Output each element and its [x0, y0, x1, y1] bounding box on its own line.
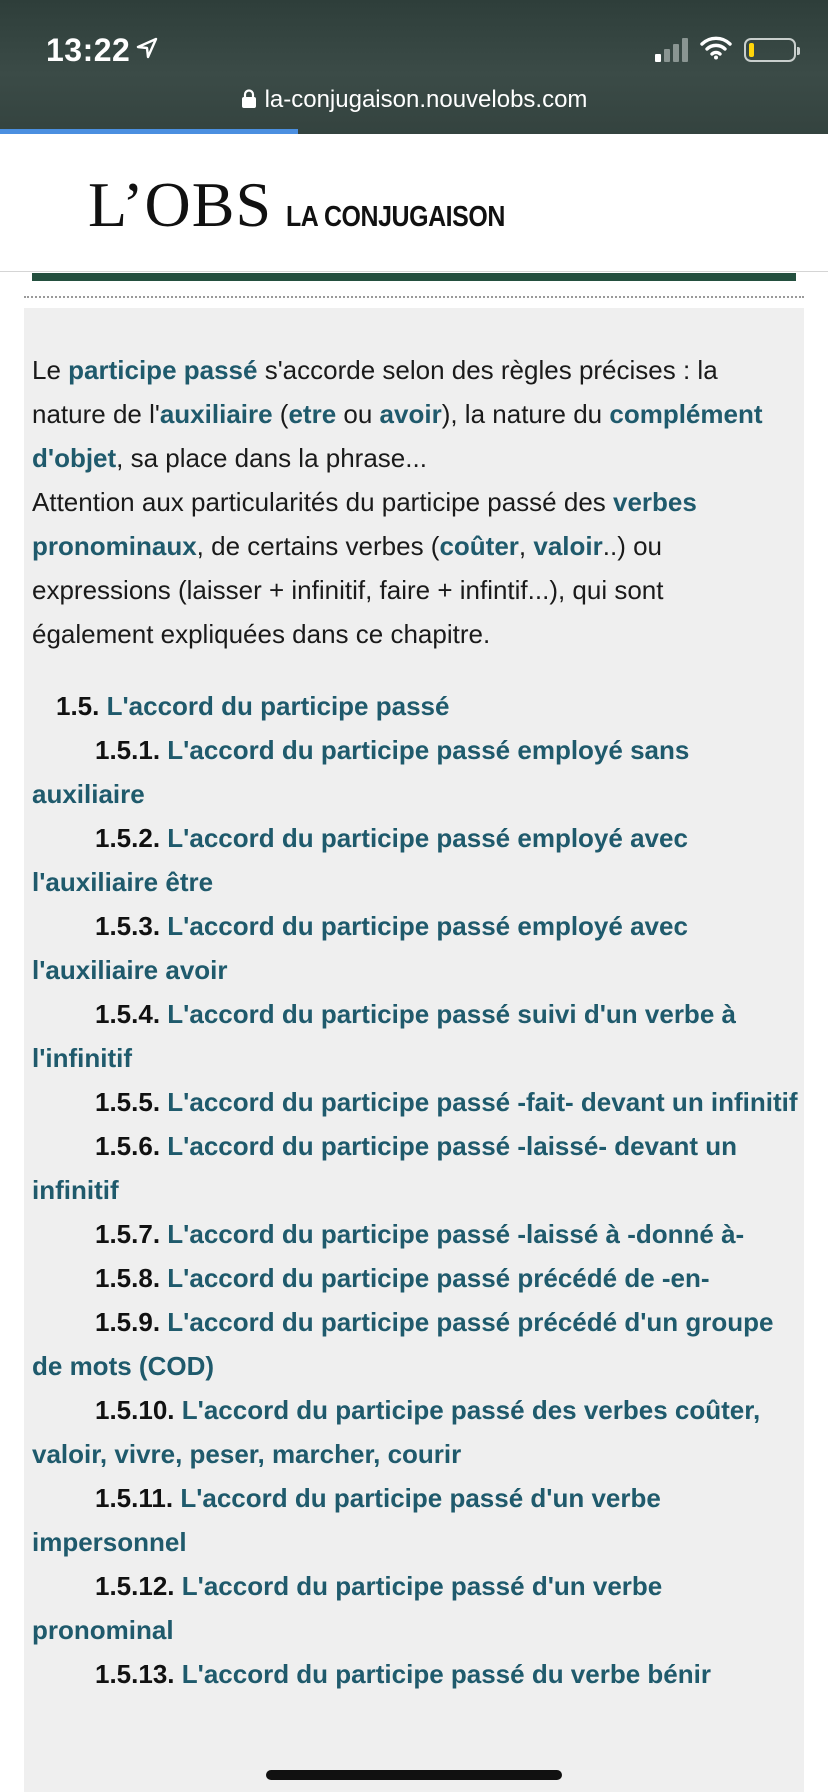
cellular-signal-icon: [655, 38, 688, 62]
toc-link[interactable]: L'accord du participe passé suivi d'un verbe à l'infinitif: [32, 999, 736, 1073]
intro-paragraph: [32, 348, 792, 656]
intro-text: Le: [32, 355, 69, 385]
toc-item: [32, 1256, 798, 1300]
link-verbes-pronominaux[interactable]: verbes pronominaux: [32, 487, 697, 561]
site-logo[interactable]: [88, 168, 541, 242]
toc-link[interactable]: L'accord du participe passé précédé d'un groupe de mots (COD): [32, 1307, 774, 1381]
toc-number: 1.5.11.: [95, 1483, 174, 1513]
link-participe-passe[interactable]: participe passé: [68, 355, 258, 385]
toc-item: [32, 1300, 798, 1388]
intro-text: , de certains verbes (: [196, 531, 440, 561]
intro-text: Attention aux particularités du participe passé des: [32, 487, 614, 517]
toc-link[interactable]: L'accord du participe passé -fait- devant un infinitif: [167, 1087, 798, 1117]
home-indicator[interactable]: [266, 1770, 562, 1780]
intro-text: (: [272, 399, 289, 429]
intro-text: ,: [518, 531, 534, 561]
intro-text: ..) ou expressions (laisser + infinitif, faire + infintif...), qui sont également expliquées dans ce chapitre.: [32, 531, 664, 649]
toc-link[interactable]: L'accord du participe passé employé avec l'auxiliaire avoir: [32, 911, 688, 985]
toc-link[interactable]: L'accord du participe passé -laissé à -donné à-: [167, 1219, 745, 1249]
intro-text: ou: [336, 399, 380, 429]
intro-text: s'accorde selon des règles précises : la nature de l': [32, 355, 718, 429]
toc-number: 1.5.10.: [95, 1395, 175, 1425]
wifi-icon: [700, 36, 732, 65]
toc-number: 1.5.13.: [95, 1659, 175, 1689]
toc-item: [32, 904, 798, 992]
toc-number: 1.5.9.: [95, 1307, 161, 1337]
table-of-contents: [32, 684, 798, 1696]
toc-link[interactable]: L'accord du participe passé d'un verbe impersonnel: [32, 1483, 661, 1557]
toc-number: 1.5.: [56, 691, 100, 721]
toc-number: 1.5.4.: [95, 999, 161, 1029]
status-icons: [655, 36, 796, 64]
toc-item: [32, 992, 798, 1080]
toc-link[interactable]: L'accord du participe passé précédé de -en-: [167, 1263, 710, 1293]
browser-chrome: [0, 0, 828, 134]
toc-item: [32, 1124, 798, 1212]
toc-number: 1.5.6.: [95, 1131, 161, 1161]
location-arrow-icon: [136, 30, 158, 67]
url-text: la-conjugaison.nouvelobs.com: [264, 86, 588, 113]
toc-number: 1.5.12.: [95, 1571, 175, 1601]
toc-item: [32, 1476, 798, 1564]
toc-link[interactable]: L'accord du participe passé du verbe bénir: [181, 1659, 711, 1689]
logo-sub: LA CONJUGAISON: [286, 201, 505, 233]
toc-number: 1.5.3.: [95, 911, 161, 941]
logo-main: L’OBS: [88, 169, 273, 240]
link-avoir[interactable]: avoir: [379, 399, 442, 429]
link-auxiliaire[interactable]: auxiliaire: [159, 399, 273, 429]
toc-link[interactable]: L'accord du participe passé employé sans auxiliaire: [32, 735, 690, 809]
toc-item: [32, 816, 798, 904]
toc-item: [32, 1652, 798, 1696]
link-valoir[interactable]: valoir: [533, 531, 603, 561]
toc-item: [32, 1564, 798, 1652]
toc-number: 1.5.1.: [95, 735, 161, 765]
toc-number: 1.5.8.: [95, 1263, 161, 1293]
link-complement-objet[interactable]: complément d'objet: [32, 399, 763, 473]
status-time-text: 13:22: [46, 32, 131, 68]
toc-link[interactable]: L'accord du participe passé d'un verbe pronominal: [32, 1571, 663, 1645]
intro-text: ), la nature du: [441, 399, 610, 429]
lock-icon: [241, 88, 257, 116]
toc-item: [32, 1388, 798, 1476]
toc-item: [32, 1080, 798, 1124]
intro-text: , sa place dans la phrase...: [116, 443, 427, 473]
dotted-divider: [24, 296, 804, 298]
toc-link[interactable]: L'accord du participe passé: [106, 691, 450, 721]
toc-link[interactable]: L'accord du participe passé employé avec l'auxiliaire être: [32, 823, 688, 897]
battery-icon: [744, 38, 796, 62]
toc-number: 1.5.7.: [95, 1219, 161, 1249]
site-header: [0, 134, 828, 272]
toc-item: [32, 1212, 798, 1256]
link-etre[interactable]: etre: [288, 399, 337, 429]
address-bar[interactable]: [0, 86, 828, 116]
status-time: [46, 30, 158, 69]
header-divider: [32, 273, 796, 281]
toc-item: [32, 728, 798, 816]
link-couter[interactable]: coûter: [439, 531, 519, 561]
content-panel: [24, 308, 804, 1792]
toc-number: 1.5.5.: [95, 1087, 161, 1117]
toc-number: 1.5.2.: [95, 823, 161, 853]
toc-link[interactable]: L'accord du participe passé des verbes coûter, valoir, vivre, peser, marcher, courir: [32, 1395, 761, 1469]
toc-link[interactable]: L'accord du participe passé -laissé- devant un infinitif: [32, 1131, 737, 1205]
toc-item-main: [32, 684, 798, 728]
